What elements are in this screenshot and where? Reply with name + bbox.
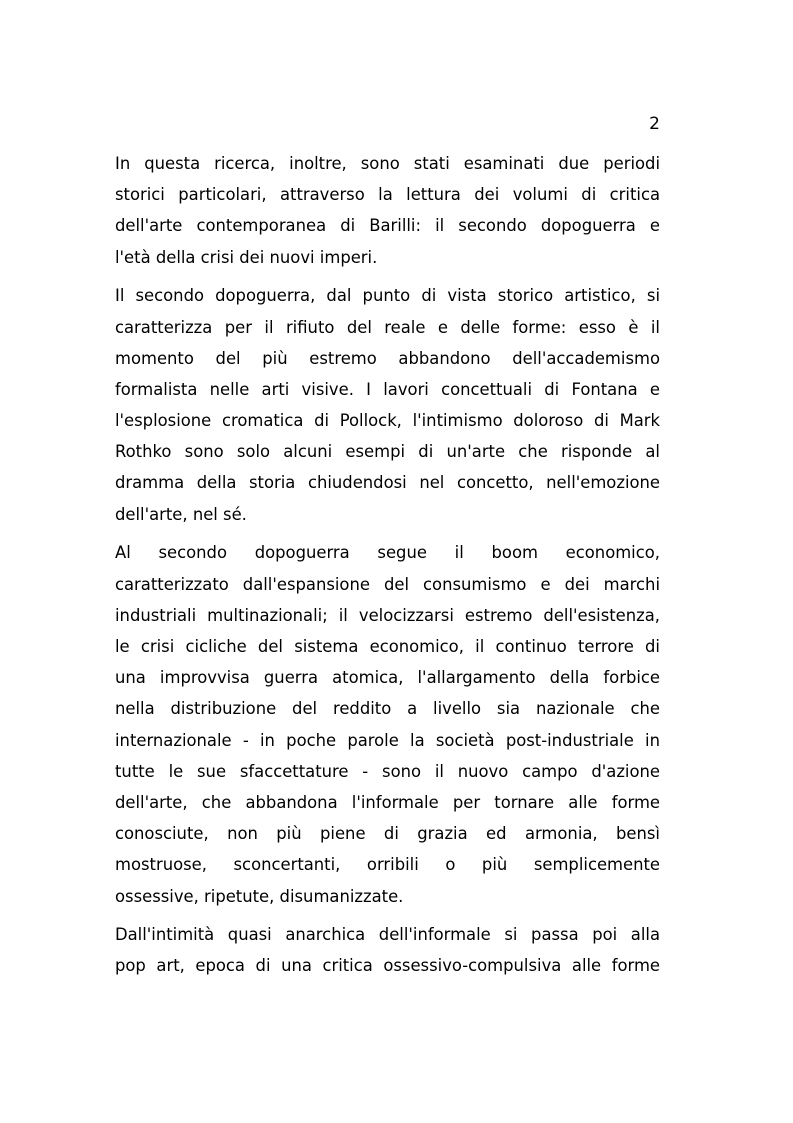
text-line: dell'arte, che abbandona l'informale per tornare alle forme xyxy=(115,792,660,812)
text-line: caratterizzato dall'espansione del consumismo e dei marchi xyxy=(115,574,660,594)
text-line: dell'arte contemporanea di Barilli: il secondo dopoguerra e xyxy=(115,216,660,236)
text-line: le crisi cicliche del sistema economico, il continuo terrore di xyxy=(115,637,660,656)
paragraph xyxy=(115,919,660,981)
text-line: conosciute, non più piene di grazia ed armonia, bensì xyxy=(115,824,660,844)
text-line: internazionale - in poche parole la società post-industriale in xyxy=(115,730,660,750)
text-line: formalista nelle arti visive. I lavori concettuali di Fontana e xyxy=(115,379,660,399)
text-line: caratterizza per il rifiuto del reale e delle forme: esso è il xyxy=(115,317,660,337)
text-line: dramma della storia chiudendosi nel concetto, nell'emozione xyxy=(115,473,660,493)
text-line: tutte le sue sfaccettature - sono il nuovo campo d'azione xyxy=(115,761,660,781)
paragraph xyxy=(115,148,660,273)
text-line: storici particolari, attraverso la lettura dei volumi di critica xyxy=(115,185,660,205)
paragraph xyxy=(115,280,660,530)
text-line: Al secondo dopoguerra segue il boom economico, xyxy=(115,543,660,563)
text-line: Il secondo dopoguerra, dal punto di vista storico artistico, si xyxy=(115,286,660,306)
body-text xyxy=(115,148,660,982)
text-line: nella distribuzione del reddito a livello sia nazionale che xyxy=(115,699,660,719)
text-line: l'età della crisi dei nuovi imperi. xyxy=(115,247,378,267)
paragraph xyxy=(115,537,660,911)
text-line: mostruose, sconcertanti, orribili o più semplicemente xyxy=(115,855,660,875)
text-line: In questa ricerca, inoltre, sono stati esaminati due periodi xyxy=(115,154,660,173)
text-line: dell'arte, nel sé. xyxy=(115,504,247,524)
text-line: una improvvisa guerra atomica, l'allargamento della forbice xyxy=(115,668,660,688)
text-line: Dall'intimità quasi anarchica dell'informale si passa poi alla xyxy=(115,925,660,945)
page-number: 2 xyxy=(649,114,660,134)
text-line: industriali multinazionali; il velocizzarsi estremo dell'esistenza, xyxy=(115,605,660,625)
text-line: momento del più estremo abbandono dell'accademismo xyxy=(115,348,660,368)
text-line: pop art, epoca di una critica ossessivo-compulsiva alle forme xyxy=(115,956,660,976)
text-line: ossessive, ripetute, disumanizzate. xyxy=(115,886,404,906)
text-line: l'esplosione cromatica di Pollock, l'intimismo doloroso di Mark xyxy=(115,411,660,431)
text-line: Rothko sono solo alcuni esempi di un'arte che risponde al xyxy=(115,442,660,462)
